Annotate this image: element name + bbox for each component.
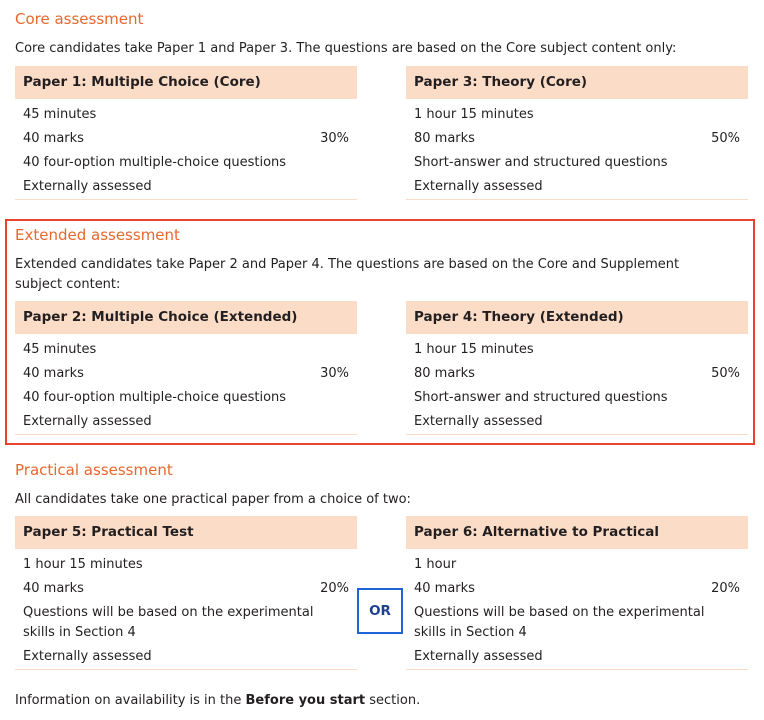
paper-4-assessment: Externally assessed bbox=[414, 414, 543, 429]
paper-1-description: 40 four-option multiple-choice questions bbox=[23, 155, 287, 170]
paper-2-description: 40 four-option multiple-choice questions bbox=[23, 390, 287, 405]
practical-assessment-heading: Practical assessment bbox=[15, 461, 173, 479]
paper-1-marks: 40 marks bbox=[23, 131, 84, 146]
paper-5-description: Questions will be based on the experimental skills in Section 4 bbox=[23, 605, 314, 640]
paper-3-description: Short-answer and structured questions bbox=[414, 155, 668, 170]
paper-5-marks: 40 marks bbox=[23, 581, 84, 596]
paper-1-assessment: Externally assessed bbox=[23, 179, 152, 194]
paper-1-weight: 30% bbox=[320, 131, 349, 146]
paper-5-duration: 1 hour 15 minutes bbox=[23, 557, 143, 572]
paper-5-title: Paper 5: Practical Test bbox=[15, 516, 357, 549]
practical-assessment-intro: All candidates take one practical paper from a choice of two: bbox=[15, 492, 411, 507]
paper-6-title: Paper 6: Alternative to Practical bbox=[406, 516, 748, 549]
paper-1-title: Paper 1: Multiple Choice (Core) bbox=[15, 66, 357, 99]
paper-6-description: Questions will be based on the experimental skills in Section 4 bbox=[414, 605, 705, 640]
paper-2-marks: 40 marks bbox=[23, 366, 84, 381]
availability-note-prefix: Information on availability is in the bbox=[15, 693, 246, 708]
or-divider-badge: OR bbox=[357, 588, 403, 634]
paper-4-duration: 1 hour 15 minutes bbox=[414, 342, 534, 357]
paper-6-marks: 40 marks bbox=[414, 581, 475, 596]
availability-note-suffix: section. bbox=[365, 693, 421, 708]
paper-2-assessment: Externally assessed bbox=[23, 414, 152, 429]
paper-3-assessment: Externally assessed bbox=[414, 179, 543, 194]
paper-2-duration: 45 minutes bbox=[23, 342, 97, 357]
paper-5-assessment: Externally assessed bbox=[23, 649, 152, 664]
paper-2-title: Paper 2: Multiple Choice (Extended) bbox=[15, 301, 357, 334]
paper-3-duration: 1 hour 15 minutes bbox=[414, 107, 534, 122]
paper-6-weight: 20% bbox=[711, 581, 740, 596]
paper-4-marks: 80 marks bbox=[414, 366, 475, 381]
paper-4-description: Short-answer and structured questions bbox=[414, 390, 668, 405]
availability-note bbox=[15, 693, 420, 708]
paper-1-card bbox=[15, 66, 357, 200]
extended-assessment-intro: Extended candidates take Paper 2 and Paper 4. The questions are based on the Core and Supplement subject content: bbox=[15, 257, 680, 292]
paper-6-card bbox=[406, 516, 748, 670]
paper-4-card bbox=[406, 301, 748, 435]
paper-4-weight: 50% bbox=[711, 366, 740, 381]
paper-1-duration: 45 minutes bbox=[23, 107, 97, 122]
paper-4-title: Paper 4: Theory (Extended) bbox=[406, 301, 748, 334]
paper-3-weight: 50% bbox=[711, 131, 740, 146]
paper-5-card bbox=[15, 516, 357, 670]
paper-3-card bbox=[406, 66, 748, 200]
core-assessment-intro: Core candidates take Paper 1 and Paper 3. The questions are based on the Core subject content only: bbox=[15, 41, 677, 56]
paper-2-weight: 30% bbox=[320, 366, 349, 381]
core-assessment-heading: Core assessment bbox=[15, 10, 144, 28]
paper-3-marks: 80 marks bbox=[414, 131, 475, 146]
before-you-start-link[interactable]: Before you start bbox=[245, 693, 366, 708]
paper-2-card bbox=[15, 301, 357, 435]
paper-5-weight: 20% bbox=[320, 581, 349, 596]
extended-assessment-heading: Extended assessment bbox=[15, 226, 180, 244]
paper-6-assessment: Externally assessed bbox=[414, 649, 543, 664]
paper-6-duration: 1 hour bbox=[414, 557, 457, 572]
paper-3-title: Paper 3: Theory (Core) bbox=[406, 66, 748, 99]
